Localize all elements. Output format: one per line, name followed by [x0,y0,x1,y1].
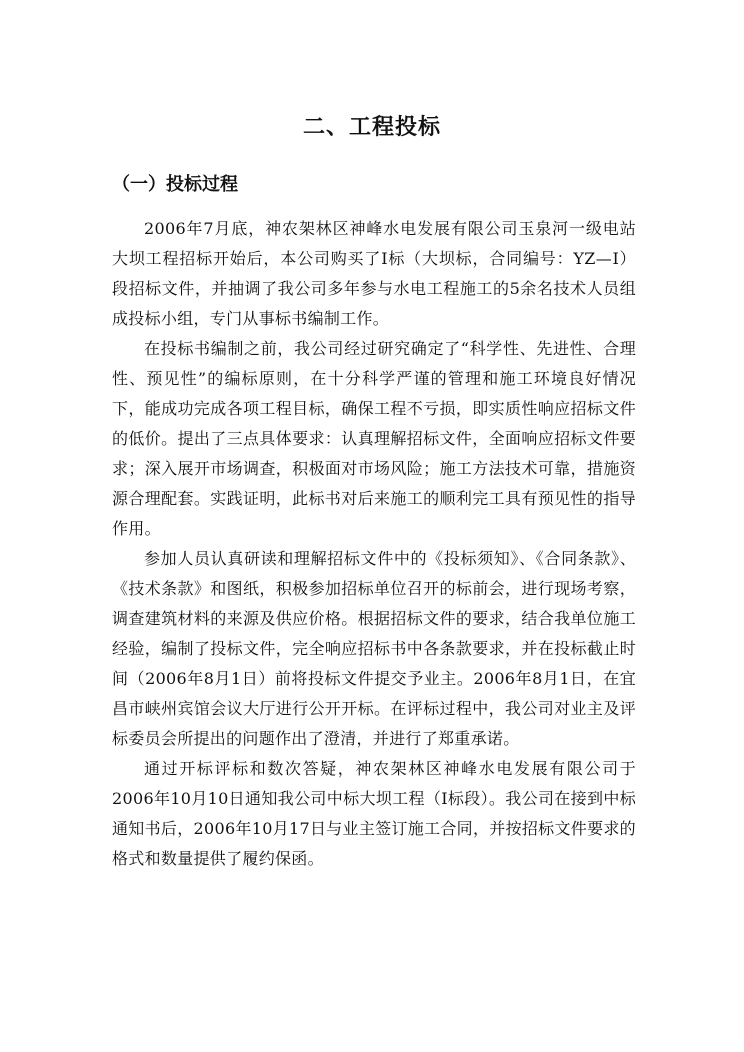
paragraph-3: 参加人员认真研读和理解招标文件中的《投标须知》、《合同条款》、《技术条款》和图纸，积极参加招标单位召开的标前会，进行现场考察，调查建筑材料的来源及供应价格。根据招标文件的要求，结合我单位施工经验，编制了投标文件，完全响应招标书中各条款要求，并在投标截止时间（2006年8月1日）前将投标文件提交予业主。2006年8月1日，在宜昌市峡州宾馆会议大厅进行公开开标。在评标过程中，我公司对业主及评标委员会所提出的问题作出了澄清，并进行了郑重承诺。 [112,549,636,748]
paragraph-1: 2006年7月底，神农架林区神峰水电发展有限公司玉泉河一级电站大坝工程招标开始后，本公司购买了Ⅰ标（大坝标，合同编号：YZ—Ⅰ）段招标文件，并抽调了我公司多年参与水电工程施工的5余名技术人员组成投标小组，专门从事标书编制工作。 [112,219,636,328]
section-heading: （一）投标过程 [112,174,238,195]
page-title: 二、工程投标 [302,115,441,140]
paragraph-2: 在投标书编制之前，我公司经过研究确定了“科学性、先进性、合理性、预见性”的编标原则，在十分科学严谨的管理和施工环境良好情况下，能成功完成各项工程目标，确保工程不亏损，即实质性响应招标文件的低价。提出了三点具体要求：认真理解招标文件，全面响应招标文件要求；深入展开市场调查，积极面对市场风险；施工方法技术可靠，措施资源合理配套。实践证明，此标书对后来施工的顺利完工具有预见性的指导作用。 [112,339,636,538]
body-text [112,214,636,874]
paragraph-4: 通过开标评标和数次答疑，神农架林区神峰水电发展有限公司于2006年10月10日通知我公司中标大坝工程（Ⅰ标段）。我公司在接到中标通知书后，2006年10月17日与业主签订施工合同，并按招标文件要求的格式和数量提供了履约保函。 [112,759,636,868]
